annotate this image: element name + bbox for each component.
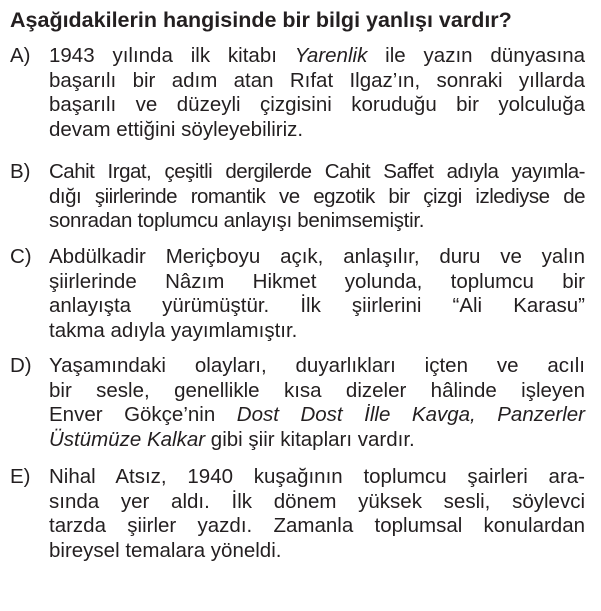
option-line: başarılı bir adım atan Rıfat Ilgaz’ın, sonraki yıllarda [49,68,585,92]
question-stem: Aşağıdakilerin hangisinde bir bilgi yanlışı vardır? [10,8,512,32]
option-e[interactable] [10,465,590,565]
option-letter: B) [10,160,31,183]
option-line: bireysel temalara yöneldi. [49,538,282,562]
option-line: anlayışta yürümüştür. İlk şiirlerini “Ali Karasu” [49,294,585,317]
book-title: Yarenlik [294,44,368,67]
option-line: Cahit Irgat, çeşitli dergilerde Cahit Saffet adıyla yayımla- [49,160,585,183]
option-line: şiirlerinde Nâzım Hikmet yolunda, toplumcu bir [49,269,585,293]
option-line: dığı şiirlerinde romantik ve egzotik bir çizgi izlediyse de [49,184,585,208]
option-line: Yaşamındaki olayları, duyarlıkları içten ve acılı [49,354,585,377]
option-b[interactable] [10,160,590,236]
option-line: devam ettiğini söyleyebiliriz. [49,117,304,141]
option-a[interactable] [10,44,590,144]
option-letter: D) [10,354,32,377]
option-letter: C) [10,245,32,268]
option-line: 1943 yılında ilk kitabı Yarenlik ile yazın dünyasına [49,44,585,67]
option-line: Enver Gökçe’nin Dost Dost İlle Kavga, Panzerler [49,403,585,426]
option-letter: E) [10,465,31,488]
option-c[interactable] [10,245,590,345]
option-line: Nihal Atsız, 1940 kuşağının toplumcu şairleri ara- [49,465,585,488]
option-line: takma adıyla yayımlamıştır. [49,318,298,342]
option-line: tarzda şiirler yazdı. Zamanla toplumsal konulardan [49,514,585,537]
book-title: Üstümüze Kalkar [49,427,206,451]
option-line: başarılı ve düzeyli çizgisini koruduğu bir yolculuğa [49,93,585,116]
option-line: sonradan toplumcu anlayışı benimsemiştir. [49,209,425,232]
option-line: sında yer aldı. İlk dönem yüksek sesli, söylevci [49,489,585,513]
option-line: Abdülkadir Meriçboyu açık, anlaşılır, duru ve yalın [49,245,585,268]
option-d[interactable] [10,354,590,454]
option-letter: A) [10,44,31,67]
book-title: Dost Dost İlle Kavga, Panzerler [236,403,585,426]
option-line: bir sesle, genellikle kısa dizeler hâlinde işleyen [49,378,585,402]
option-line: Üstümüze Kalkar gibi şiir kitapları vardır. [49,427,415,451]
